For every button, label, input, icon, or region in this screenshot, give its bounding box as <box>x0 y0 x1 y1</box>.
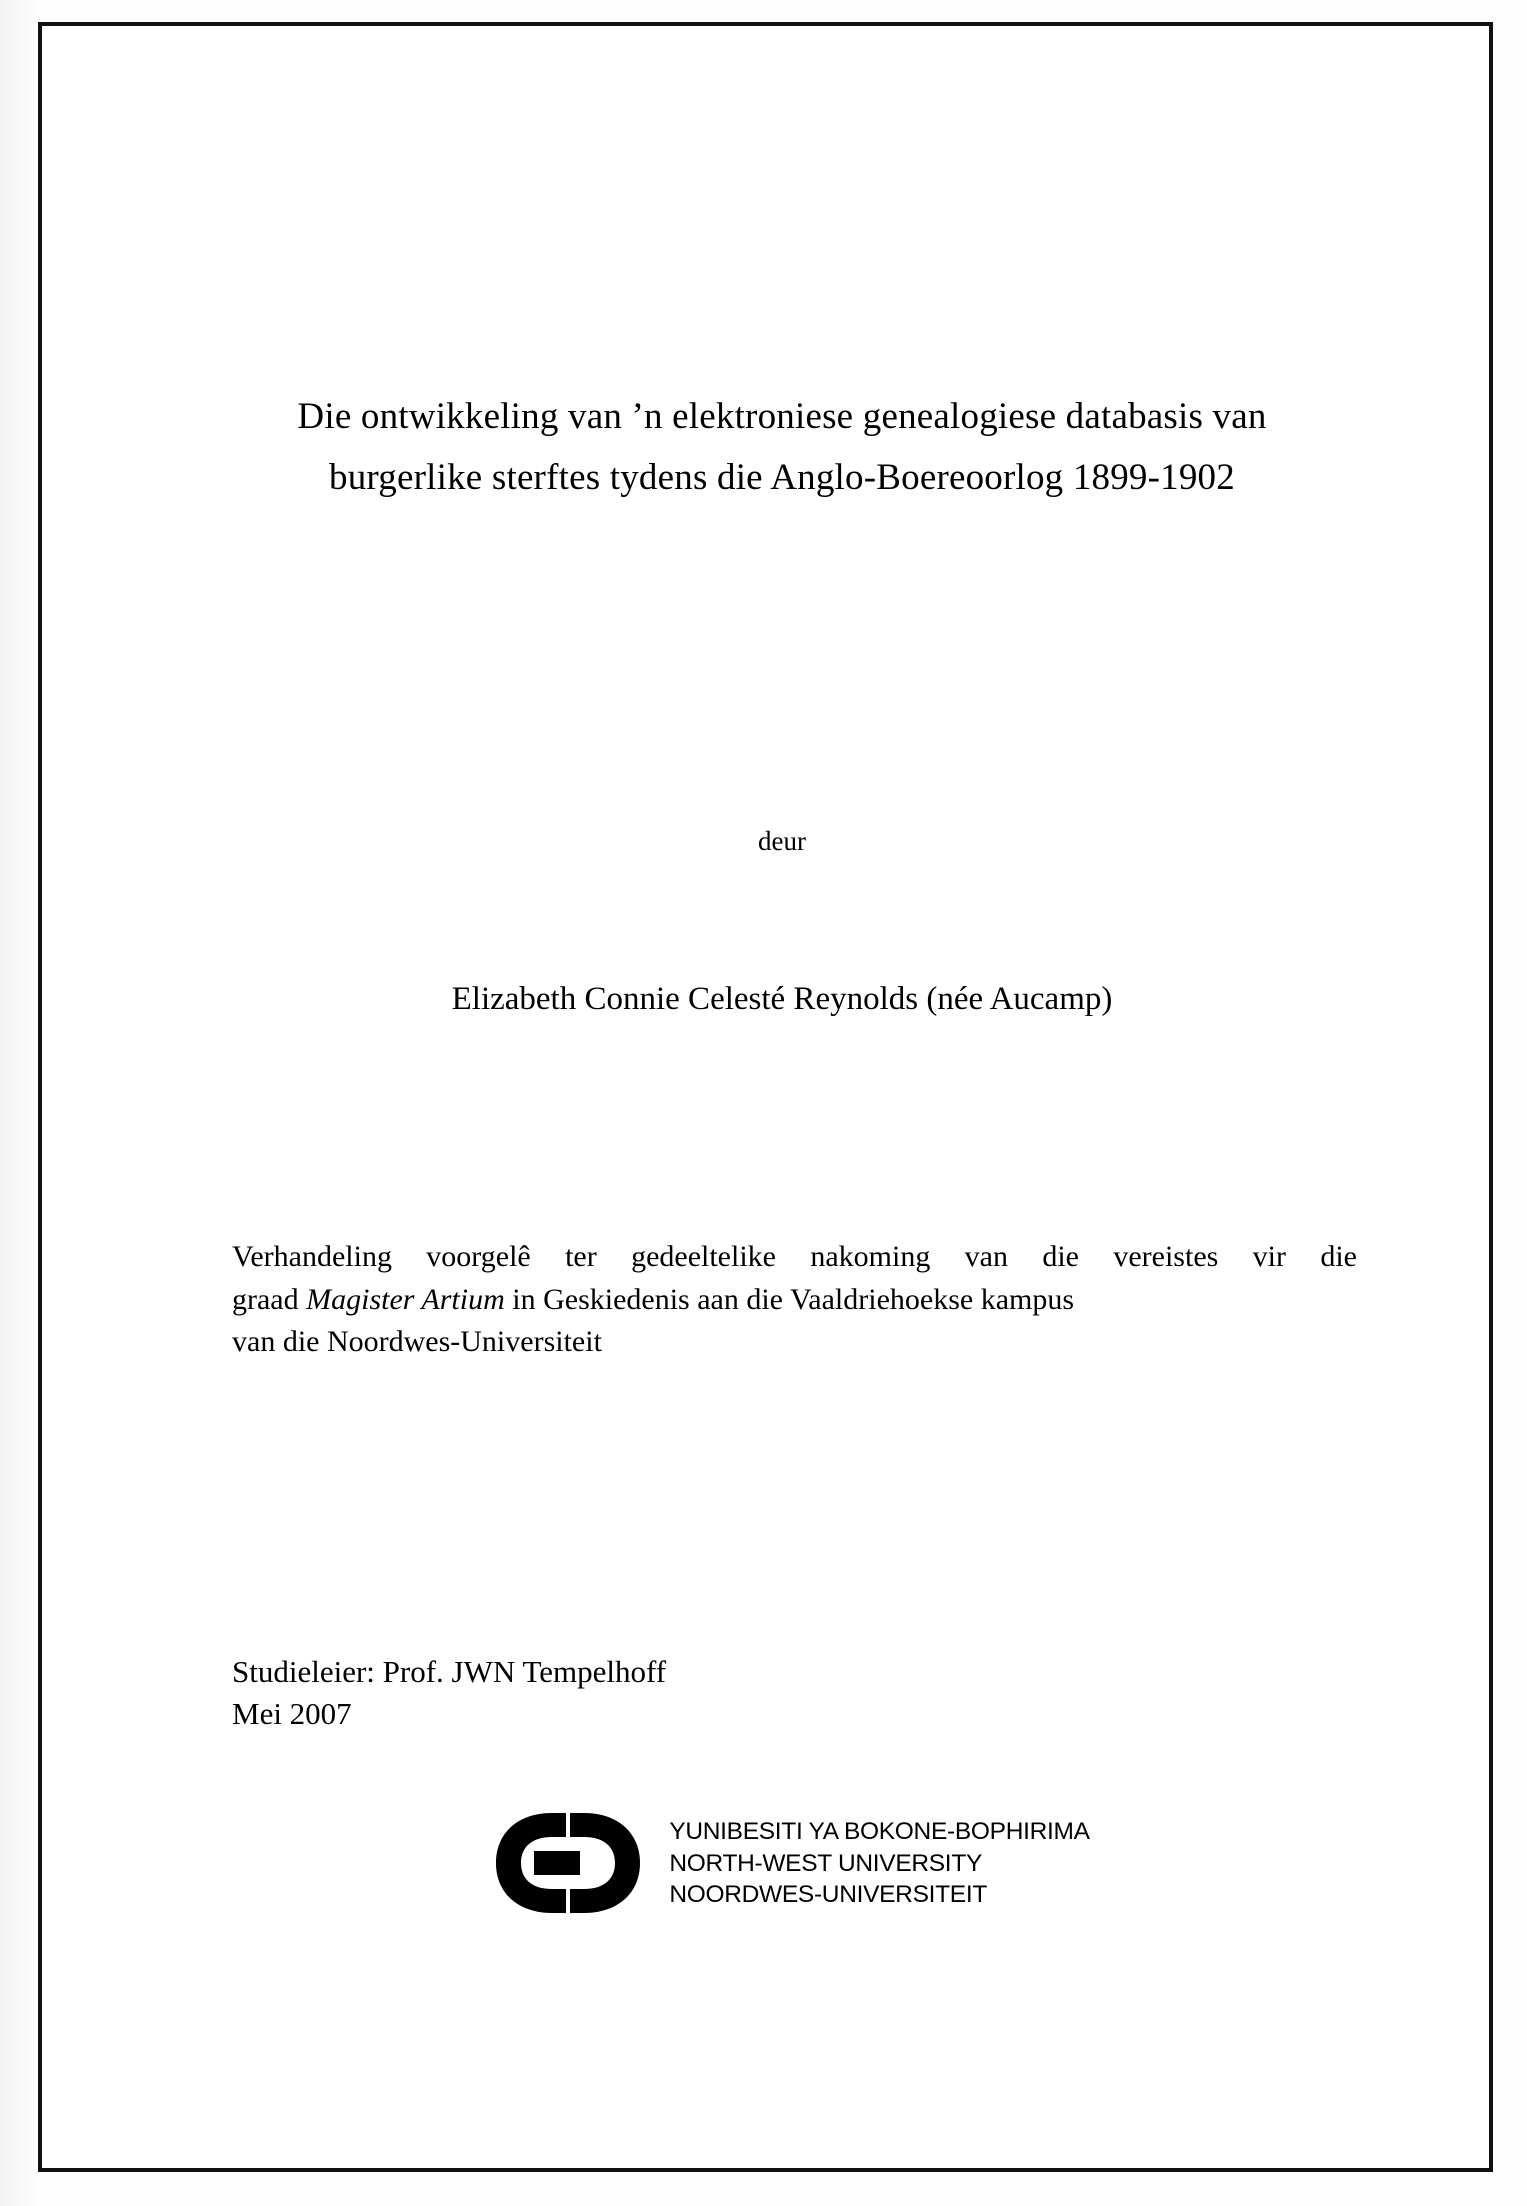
logo-text-line-1: YUNIBESITI YA BOKONE-BOPHIRIMA <box>669 1818 1090 1846</box>
university-logo-text <box>669 1816 1089 1910</box>
scan-edge-shading <box>0 0 40 2206</box>
logo-text-line-3: NOORDWES-UNIVERSITEIT <box>669 1881 987 1909</box>
logo-text-line-2: NORTH-WEST UNIVERSITY <box>669 1849 983 1877</box>
title-line-2: burgerlike sterftes tydens die Anglo-Boereoorlog 1899-1902 <box>329 457 1235 499</box>
author-name: Elizabeth Connie Celesté Reynolds (née Aucamp) <box>451 981 1113 1017</box>
north-west-university-logo-icon <box>474 1801 659 1926</box>
submission-line-2-prefix: graad <box>232 1282 307 1316</box>
degree-name: Magister Artium <box>306 1282 505 1316</box>
title-line-1: Die ontwikkeling van ’n elektroniese genealogiese databasis van <box>297 396 1267 437</box>
submission-line-3: van die Noordwes-Universiteit <box>232 1325 602 1359</box>
title-page-content <box>192 26 1372 2168</box>
submission-line-1: Verhandeling voorgelê ter gedeeltelike nakoming van die vereistes vir die <box>232 1240 1357 1273</box>
page-border-frame <box>38 22 1493 2172</box>
submission-statement <box>232 1236 1357 1364</box>
date-line: Mei 2007 <box>232 1695 352 1731</box>
supervisor-line: Studieleier: Prof. JWN Tempelhoff <box>232 1654 667 1689</box>
by-label: deur <box>758 826 806 856</box>
submission-line-2-suffix: in Geskiedenis aan die Vaaldriehoekse kampus <box>504 1282 1075 1316</box>
page-title <box>232 386 1332 508</box>
university-logo-block <box>192 1801 1372 1926</box>
supervisor-and-date <box>232 1651 1232 1735</box>
submission-line-2 <box>232 1279 1357 1322</box>
